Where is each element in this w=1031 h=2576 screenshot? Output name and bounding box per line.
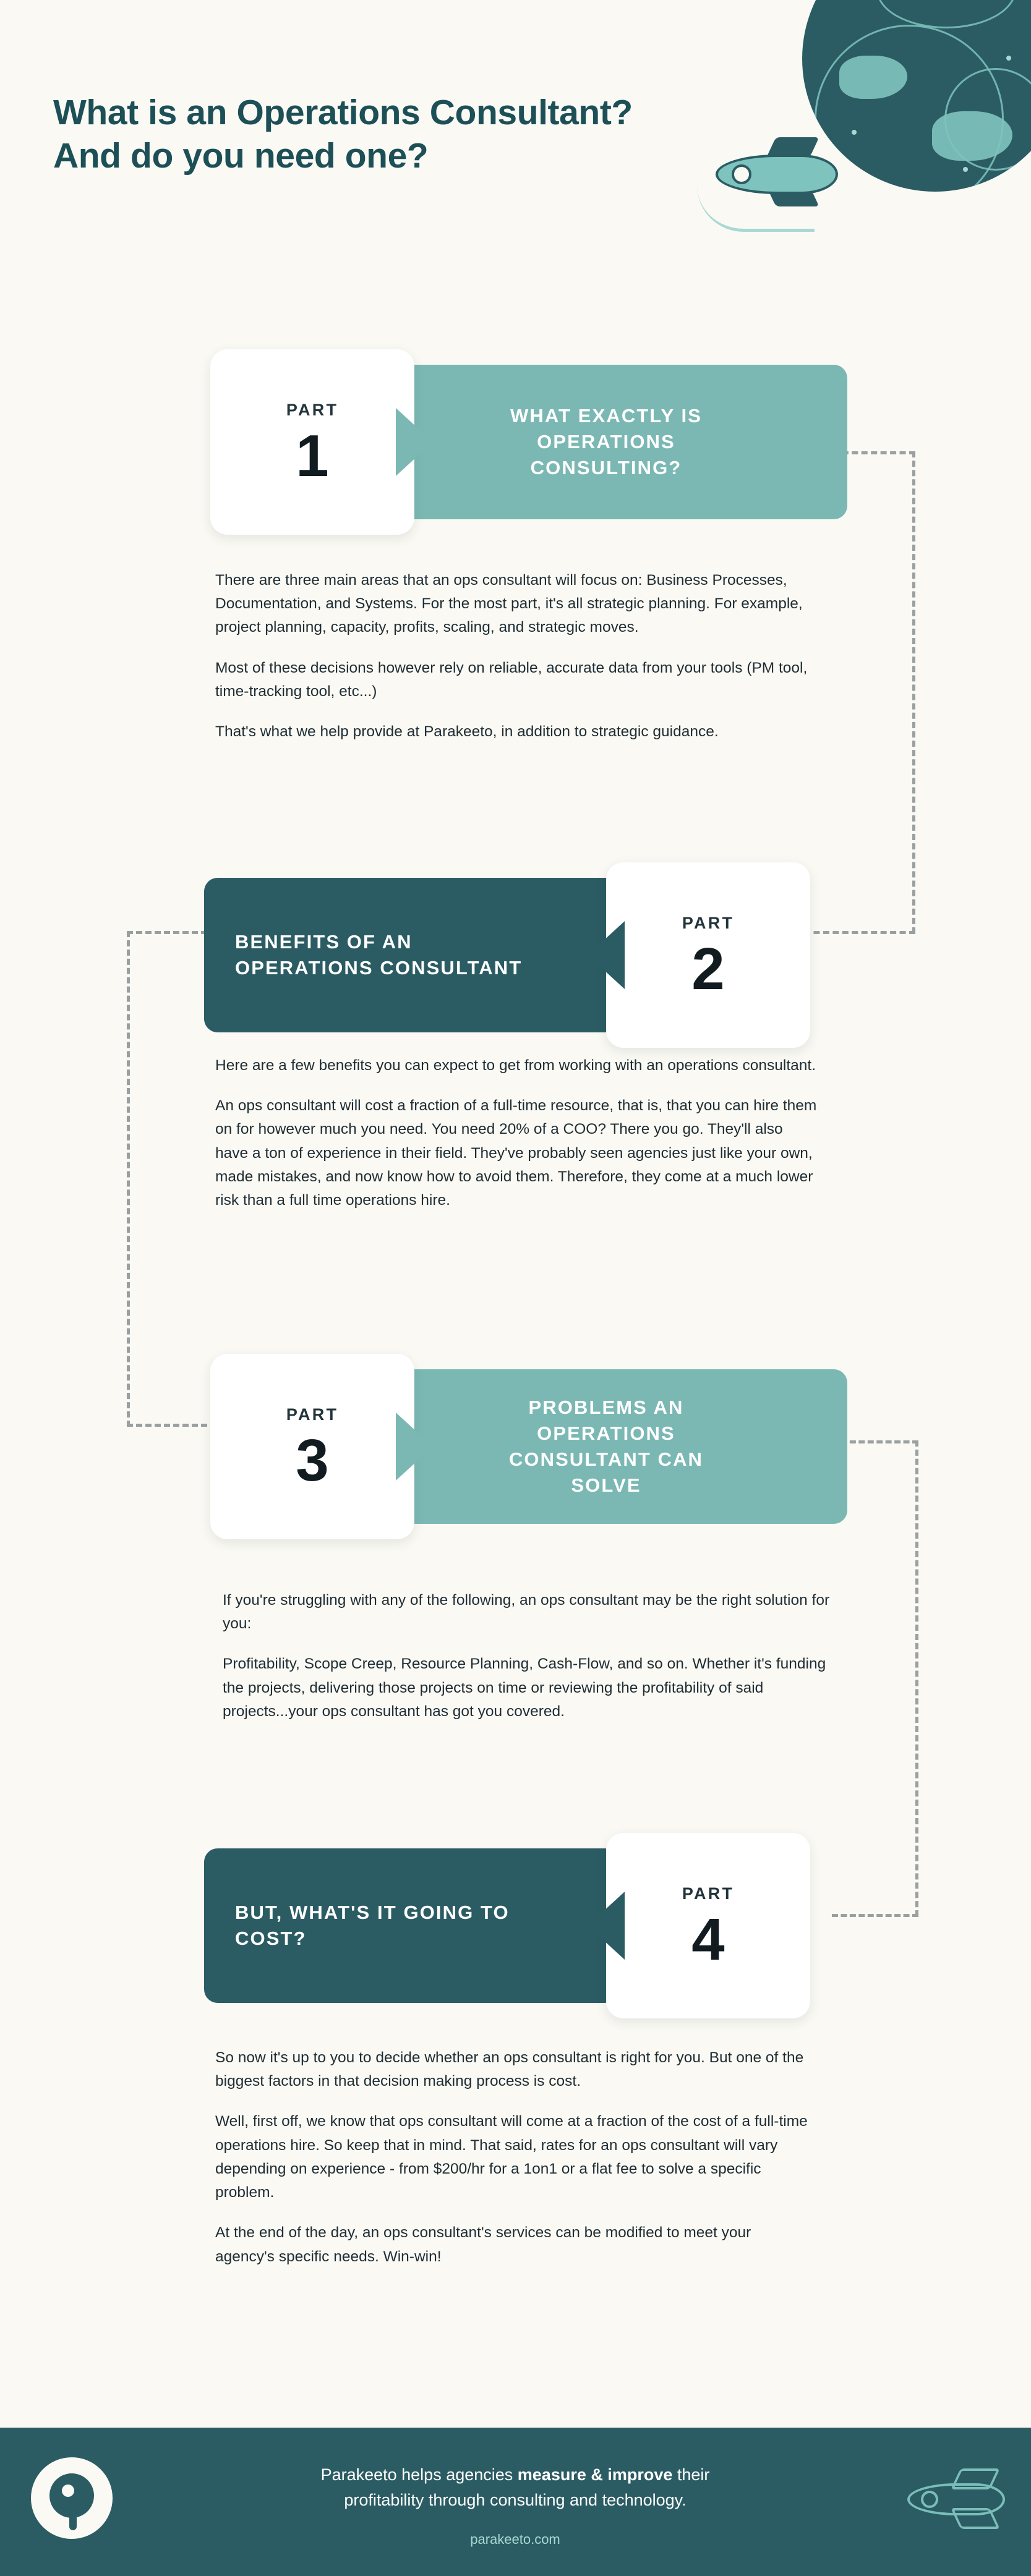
part-number: 1 [296,423,329,490]
part-3-banner [396,1369,847,1524]
connector-line [804,931,915,934]
part-4-banner [204,1848,618,2003]
connector-line [127,931,207,934]
arrow-left-icon [588,921,625,989]
planet-dot-icon [852,130,857,135]
footer-website-link[interactable]: parakeeto.com [470,2531,560,2547]
connector-line [127,1424,207,1427]
paragraph: Most of these decisions however rely on reliable, accurate data from your tools (PM tool, time-tracking tool, etc...) [215,659,808,700]
rocket-window-icon [732,164,751,184]
footer-tagline-emphasis: measure & improve [517,2465,673,2484]
footer-tagline-line2: profitability through consulting and technology. [344,2490,687,2509]
part-label: PART [682,914,735,933]
part-3-heading: PROBLEMS AN OPERATIONS CONSULTANT CAN SOLVE [508,1396,704,1496]
paragraph: An ops consultant will cost a fraction of a full-time resource, that is, that you can hire them on for however much you need. You need 20% of a COO? There you go. They'll also have a ton of experience in their field. They've probably seen agencies just like your own, made mistakes, and now know how to avoid them. Therefore, they come at a much lower risk than a full time operations hire. [215,1097,817,1209]
footer-tagline-part1: Parakeeto helps agencies [320,2465,518,2484]
part-1-heading: WHAT EXACTLY IS OPERATIONS CONSULTING? [510,405,702,478]
logo-beak-icon [69,2514,77,2530]
footer-tagline [206,2462,824,2512]
part-3-badge [210,1354,414,1539]
page-title: What is an Operations Consultant? And do you need one? [53,93,633,176]
logo-eye-icon [62,2485,74,2497]
arrow-right-icon [396,1413,433,1481]
paragraph: If you're struggling with any of the following, an ops consultant may be the right solution for you: [223,1592,830,1633]
part-4-heading: BUT, WHAT'S IT GOING TO COST? [235,1902,510,1949]
part-2-block [204,862,810,1048]
part-number: 2 [691,936,725,1003]
paragraph: There are three main areas that an ops consultant will focus on: Business Processes, Documentation, and Systems. For the most part, it's all strategic planning. For example, project planning, capacity, profits, scaling, and strategic moves. [215,572,803,636]
part-3-block [210,1354,804,1539]
part-4-block [204,1833,810,2018]
part-number: 3 [296,1427,329,1494]
planet-ring-icon [876,0,1016,28]
part-1-badge [210,349,414,535]
footer-tagline-part2: their [672,2465,710,2484]
connector-line [832,1914,918,1917]
part-2-body [215,1054,818,1212]
part-label: PART [682,1884,735,1903]
arrow-right-icon [396,408,433,476]
planet-dot-icon [963,167,968,172]
paragraph: Well, first off, we know that ops consultant will come at a fraction of the cost of a full-time operations hire. So keep that in mind. That said, rates for an ops consultant will vary depending on experience - from $200/hr for a 1on1 or a flat fee to solve a specific problem. [215,2113,808,2201]
part-2-heading: BENEFITS OF AN OPERATIONS CONSULTANT [235,931,523,979]
rocket-outline-icon [901,2465,1019,2539]
rocket-window-icon [921,2491,938,2508]
part-label: PART [286,1405,339,1424]
part-3-body [223,1589,832,1724]
footer-bar [0,2428,1031,2576]
planet-dot-icon [1006,56,1011,61]
paragraph: Profitability, Scope Creep, Resource Planning, Cash-Flow, and so on. Whether it's funding the projects, delivering those projects on time or reviewing the profitability of said projects...your ops consultant has got you covered. [223,1656,826,1720]
part-number: 4 [691,1906,725,1973]
arrow-left-icon [588,1892,625,1960]
paragraph: That's what we help provide at Parakeeto, in addition to strategic guidance. [215,723,719,741]
connector-line [915,1440,918,1916]
paragraph: So now it's up to you to decide whether an ops consultant is right for you. But one of the biggest factors in that decision making process is cost. [215,2049,804,2090]
part-4-badge [606,1833,810,2018]
connector-line [912,451,915,933]
part-4-body [215,2046,809,2269]
paragraph: Here are a few benefits you can expect to get from working with an operations consultant. [215,1057,816,1074]
part-1-banner [396,365,847,519]
part-label: PART [286,401,339,420]
parakeeto-logo [31,2457,113,2539]
rocket-icon [703,136,845,216]
part-2-badge [606,862,810,1048]
connector-line [127,931,130,1427]
part-1-block [210,349,804,535]
paragraph: At the end of the day, an ops consultant's services can be modified to meet your agency's specific needs. Win-win! [215,2224,751,2265]
part-2-banner [204,878,618,1032]
part-1-body [215,569,809,744]
